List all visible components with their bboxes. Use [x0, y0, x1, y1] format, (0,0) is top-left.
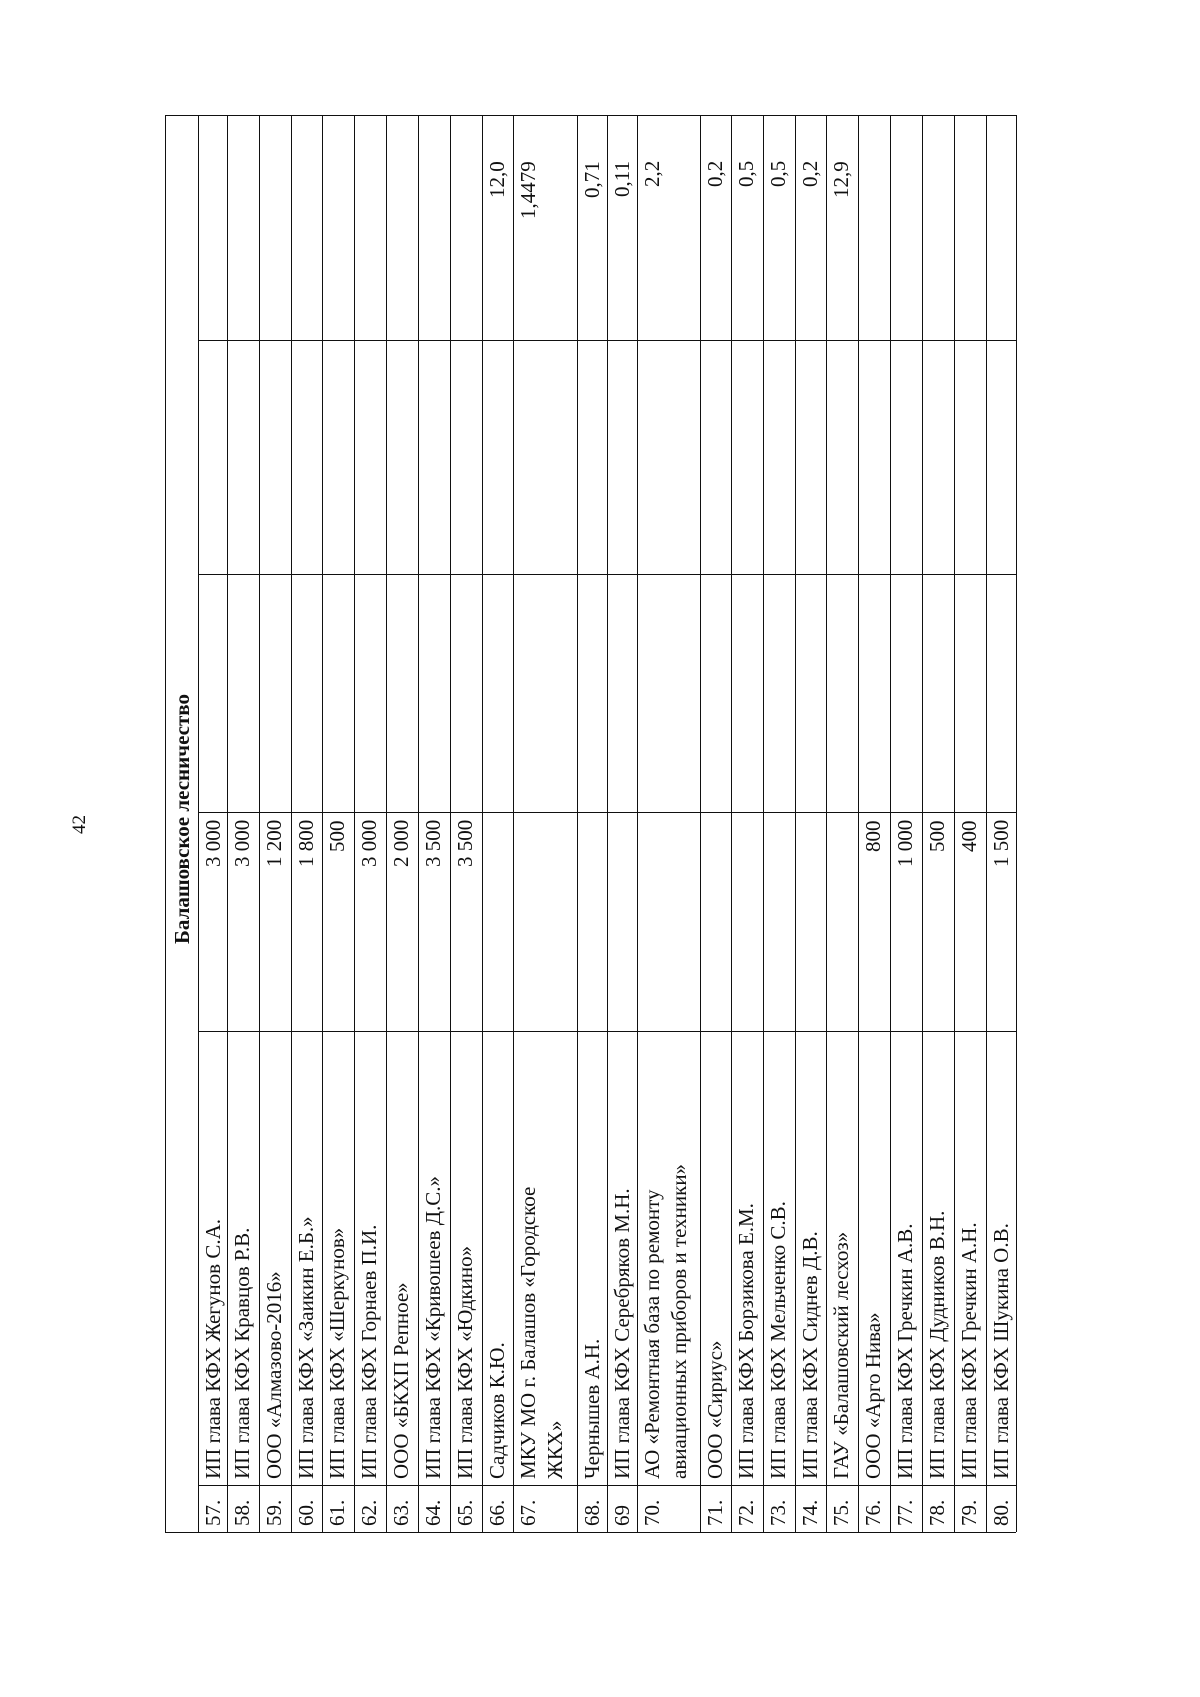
row-value-volume: 0,5	[766, 161, 790, 188]
row-name: ИП глава КФХ «Шеркунов»	[325, 1227, 349, 1479]
row-number: 65.	[453, 1499, 477, 1526]
row-value-area: 3 000	[201, 820, 225, 868]
row-value-volume: 0,5	[734, 161, 758, 188]
row-value-area: 2 000	[389, 820, 413, 868]
row-name: ООО «Сириус»	[703, 1340, 727, 1479]
grid-line	[986, 115, 987, 1532]
grid-line	[858, 115, 859, 1532]
row-number: 58.	[230, 1499, 254, 1526]
row-number: 59.	[262, 1499, 286, 1526]
row-number: 64.	[421, 1499, 445, 1526]
row-value-volume: 0,11	[610, 161, 634, 197]
grid-line	[795, 115, 796, 1532]
row-value-volume: 0,2	[798, 161, 822, 188]
row-value-volume: 2,2	[640, 161, 664, 188]
row-value-volume: 12,9	[829, 161, 853, 198]
grid-line	[607, 115, 608, 1532]
row-name: ООО «БКХП Репное»	[389, 1282, 413, 1479]
row-number: 79.	[957, 1499, 981, 1526]
row-value-area: 1 000	[893, 820, 917, 868]
grid-line	[386, 115, 387, 1532]
row-name: Чернышев А.Н.	[580, 1338, 604, 1479]
row-name: ЖКХ»	[543, 1420, 567, 1479]
row-name: ИП глава КФХ Шукина О.В.	[989, 1223, 1013, 1479]
row-name: ИП глава КФХ Гречкин А.В.	[893, 1223, 917, 1479]
grid-line	[354, 115, 355, 1532]
row-value-volume: 0,2	[703, 161, 727, 188]
grid-line	[259, 115, 260, 1532]
row-name: ИП глава КФХ «Кривошеев Д.С.»	[421, 1175, 445, 1479]
row-number: 63.	[389, 1499, 413, 1526]
grid-line	[954, 115, 955, 1532]
row-name: МКУ МО г. Балашов «Городское	[516, 1186, 540, 1479]
row-value-area: 3 500	[421, 820, 445, 868]
grid-line	[577, 115, 578, 1532]
row-name: ИП глава КФХ Горнаев П.И.	[357, 1224, 381, 1479]
row-name: ИП глава КФХ Дудников В.Н.	[925, 1210, 949, 1479]
row-name: авиационных приборов и техники»	[667, 1163, 691, 1479]
grid-line	[826, 115, 827, 1532]
row-number: 76.	[861, 1499, 885, 1526]
grid-line	[227, 115, 228, 1532]
row-number: 71.	[703, 1499, 727, 1526]
row-name: ИП глава КФХ Мельченко С.В.	[766, 1201, 790, 1479]
row-value-area: 1 200	[262, 820, 286, 868]
grid-line	[291, 115, 292, 1532]
row-value-area: 3 000	[357, 820, 381, 868]
row-name: ИП глава КФХ «Заикин Е.Б.»	[294, 1216, 318, 1479]
grid-line	[165, 115, 166, 1532]
grid-line	[322, 115, 323, 1532]
grid-line	[482, 115, 483, 1532]
row-name: Садчиков К.Ю.	[485, 1342, 509, 1479]
row-name: ИП глава КФХ «Юдкино»	[453, 1245, 477, 1479]
grid-line	[637, 115, 638, 1532]
grid-line	[513, 115, 514, 1532]
row-name: ГАУ «Балашовский лесхоз»	[829, 1231, 853, 1479]
row-number: 66.	[485, 1499, 509, 1526]
grid-line	[700, 115, 701, 1532]
row-number: 78.	[925, 1499, 949, 1526]
row-value-area: 400	[957, 820, 981, 852]
row-number: 70.	[640, 1499, 664, 1526]
grid-line	[890, 115, 891, 1532]
row-value-area: 3 500	[453, 820, 477, 868]
row-value-area: 1 500	[989, 820, 1013, 868]
row-value-area: 1 800	[294, 820, 318, 868]
row-number: 57.	[201, 1499, 225, 1526]
row-value-area: 500	[925, 820, 949, 852]
grid-line	[450, 115, 451, 1532]
row-number: 80.	[989, 1499, 1013, 1526]
row-name: ИП глава КФХ Кравцов Р.В.	[230, 1227, 254, 1479]
row-name: ИП глава КФХ Борзикова Е.М.	[734, 1203, 758, 1479]
row-value-volume: 12,0	[485, 161, 509, 198]
row-name: ИП глава КФХ Гречкин А.Н.	[957, 1222, 981, 1479]
grid-line	[165, 1532, 1016, 1533]
row-number: 60.	[294, 1499, 318, 1526]
row-number: 74.	[798, 1499, 822, 1526]
row-value-volume: 1,4479	[516, 161, 540, 219]
section-title: Балашовское лесничество	[170, 693, 194, 944]
row-number: 72.	[734, 1499, 758, 1526]
grid-line	[198, 115, 199, 1532]
row-name: ИП глава КФХ Жегунов С.А.	[201, 1219, 225, 1479]
row-number: 68.	[580, 1499, 604, 1526]
row-number: 67.	[516, 1499, 540, 1526]
page-number: 42	[69, 815, 90, 834]
row-name: ООО «Арго Нива»	[861, 1312, 885, 1479]
grid-line	[731, 115, 732, 1532]
row-number: 75.	[829, 1499, 853, 1526]
row-name: ООО «Алмазово-2016»	[262, 1271, 286, 1479]
row-name: АО «Ремонтная база по ремонту	[640, 1189, 664, 1479]
grid-line	[763, 115, 764, 1532]
row-value-volume: 0,71	[580, 161, 604, 198]
row-number: 77.	[893, 1499, 917, 1526]
grid-line	[922, 115, 923, 1532]
row-name: ИП глава КФХ Сиднев Д.В.	[798, 1231, 822, 1479]
row-name: ИП глава КФХ Серебряков М.Н.	[610, 1188, 634, 1479]
row-number: 61.	[325, 1499, 349, 1526]
row-value-area: 3 000	[230, 820, 254, 868]
grid-line	[1016, 115, 1017, 1532]
row-number: 62.	[357, 1499, 381, 1526]
row-number: 69	[610, 1505, 634, 1526]
row-value-area: 500	[325, 820, 349, 852]
grid-line	[165, 115, 1016, 116]
row-number: 73.	[766, 1499, 790, 1526]
row-value-area: 800	[861, 820, 885, 852]
grid-line	[418, 115, 419, 1532]
